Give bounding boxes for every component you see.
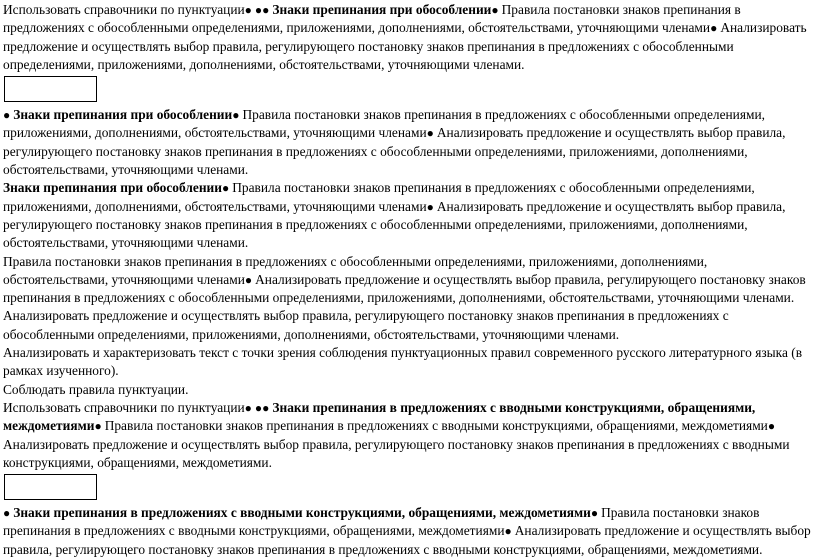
body-text: Использовать справочники по пунктуации bbox=[3, 2, 245, 17]
bullet-dot-icon: ● bbox=[3, 108, 14, 123]
body-text: Анализировать предложение и осуществлять выбор правила, регулирующего постановку знаков препинания в предложениях с обособленными определениями, приложениями, дополнениями, обстоятельствами, уточняющими членами. bbox=[3, 198, 786, 251]
paragraph bbox=[3, 106, 813, 179]
body-text: Правила постановки знаков препинания в предложениях с обособленными определениями, приложениями, дополнениями, обстоятельствами, уточняющими членами bbox=[3, 180, 755, 214]
body-text: Анализировать предложение и осуществлять выбор правила, регулирующего постановку знаков препинания в предложениях с вводными конструкциями, обращениями, междометиями. bbox=[3, 436, 790, 470]
bold-heading-text: Знаки препинания в предложениях с вводными конструкциями, обращениями, междометиями bbox=[3, 399, 756, 434]
body-text: Правила постановки знаков препинания в предложениях с обособленными определениями, приложениями, дополнениями, обстоятельствами, уточняющими членами bbox=[3, 253, 708, 287]
bullet-dot-icon: ● bbox=[710, 21, 721, 36]
body-text: Правила постановки знаков препинания в предложениях с обособленными определениями, приложениями, дополнениями, обстоятельствами, уточняющими членами bbox=[3, 107, 765, 141]
bold-heading-text: Знаки препинания при обособлении bbox=[272, 2, 492, 17]
bullet-dot-icon: ● bbox=[94, 419, 105, 434]
bullet-dot-icon: ● bbox=[244, 272, 256, 287]
bullet-dot-icon: ● bbox=[3, 506, 14, 521]
bullet-dot-icon: ● bbox=[491, 3, 502, 17]
body-text: Анализировать и характеризовать текст с точки зрения соблюдения пунктуационных правил современного русского литературного языка (в рамках изученного). bbox=[3, 345, 803, 379]
bullet-dot-icon: ● ●● bbox=[244, 400, 273, 415]
paragraph bbox=[3, 381, 813, 399]
body-text: Соблюдать правила пунктуации. bbox=[3, 381, 189, 397]
bold-heading-text: Знаки препинания в предложениях с вводными конструкциями, обращениями, междометиями bbox=[13, 505, 591, 521]
paragraph bbox=[3, 253, 813, 308]
bullet-dot-icon: ● bbox=[426, 199, 437, 214]
body-text: Правила постановки знаков препинания в предложениях с обособленными определениями, приложениями, дополнениями, обстоятельствами, уточняющими членами bbox=[3, 2, 741, 36]
body-text: Использовать справочники по пунктуации bbox=[3, 399, 245, 415]
paragraph bbox=[3, 344, 813, 381]
bullet-dot-icon: ● bbox=[232, 108, 243, 123]
bullet-dot-icon: ● ●● bbox=[244, 3, 273, 17]
bullet-dot-icon: ● bbox=[590, 506, 602, 521]
body-text: Анализировать предложение и осуществлять выбор правила, регулирующего постановку знаков препинания в предложениях с обособленными определениями, приложениями, дополнениями, обстоятельствами, уточняющими членами. bbox=[3, 20, 807, 72]
body-text: Правила постановки знаков препинания в предложениях с вводными конструкциями, обращениями, междометиями bbox=[104, 418, 768, 434]
body-text: Анализировать предложение и осуществлять выбор правила, регулирующего постановку знаков препинания в предложениях с вводными конструкциями, обращениями, междометиями. bbox=[3, 523, 811, 557]
bullet-dot-icon: ● bbox=[426, 126, 437, 141]
bold-heading-text: Знаки препинания при обособлении bbox=[3, 180, 222, 196]
bullet-dot-icon: ● bbox=[504, 524, 515, 539]
body-text: Анализировать предложение и осуществлять выбор правила, регулирующего постановку знаков препинания в предложениях с обособленными определениями, приложениями, дополнениями, обстоятельствами, уточняющими членами. bbox=[3, 271, 806, 306]
paragraph bbox=[3, 179, 813, 252]
body-text: Анализировать предложение и осуществлять выбор правила, регулирующего постановку знаков препинания в предложениях с обособленными определениями, приложениями, дополнениями, обстоятельствами, уточняющими членами. bbox=[3, 308, 729, 342]
empty-text-box bbox=[4, 474, 97, 500]
paragraph bbox=[3, 307, 813, 344]
bold-heading-text: Знаки препинания при обособлении bbox=[13, 107, 233, 123]
empty-text-box bbox=[4, 76, 97, 102]
paragraph bbox=[3, 1, 813, 74]
body-text: Анализировать предложение и осуществлять выбор правила, регулирующего постановку знаков препинания в предложениях с обособленными определениями, приложениями, дополнениями, обстоятельствами, уточняющими членами. bbox=[3, 125, 786, 178]
body-text: Правила постановки знаков препинания в предложениях с вводными конструкциями, обращениями, междометиями bbox=[3, 505, 760, 539]
bullet-dot-icon: ● bbox=[767, 419, 776, 434]
paragraph bbox=[3, 399, 813, 472]
bullet-dot-icon: ● bbox=[221, 181, 233, 196]
